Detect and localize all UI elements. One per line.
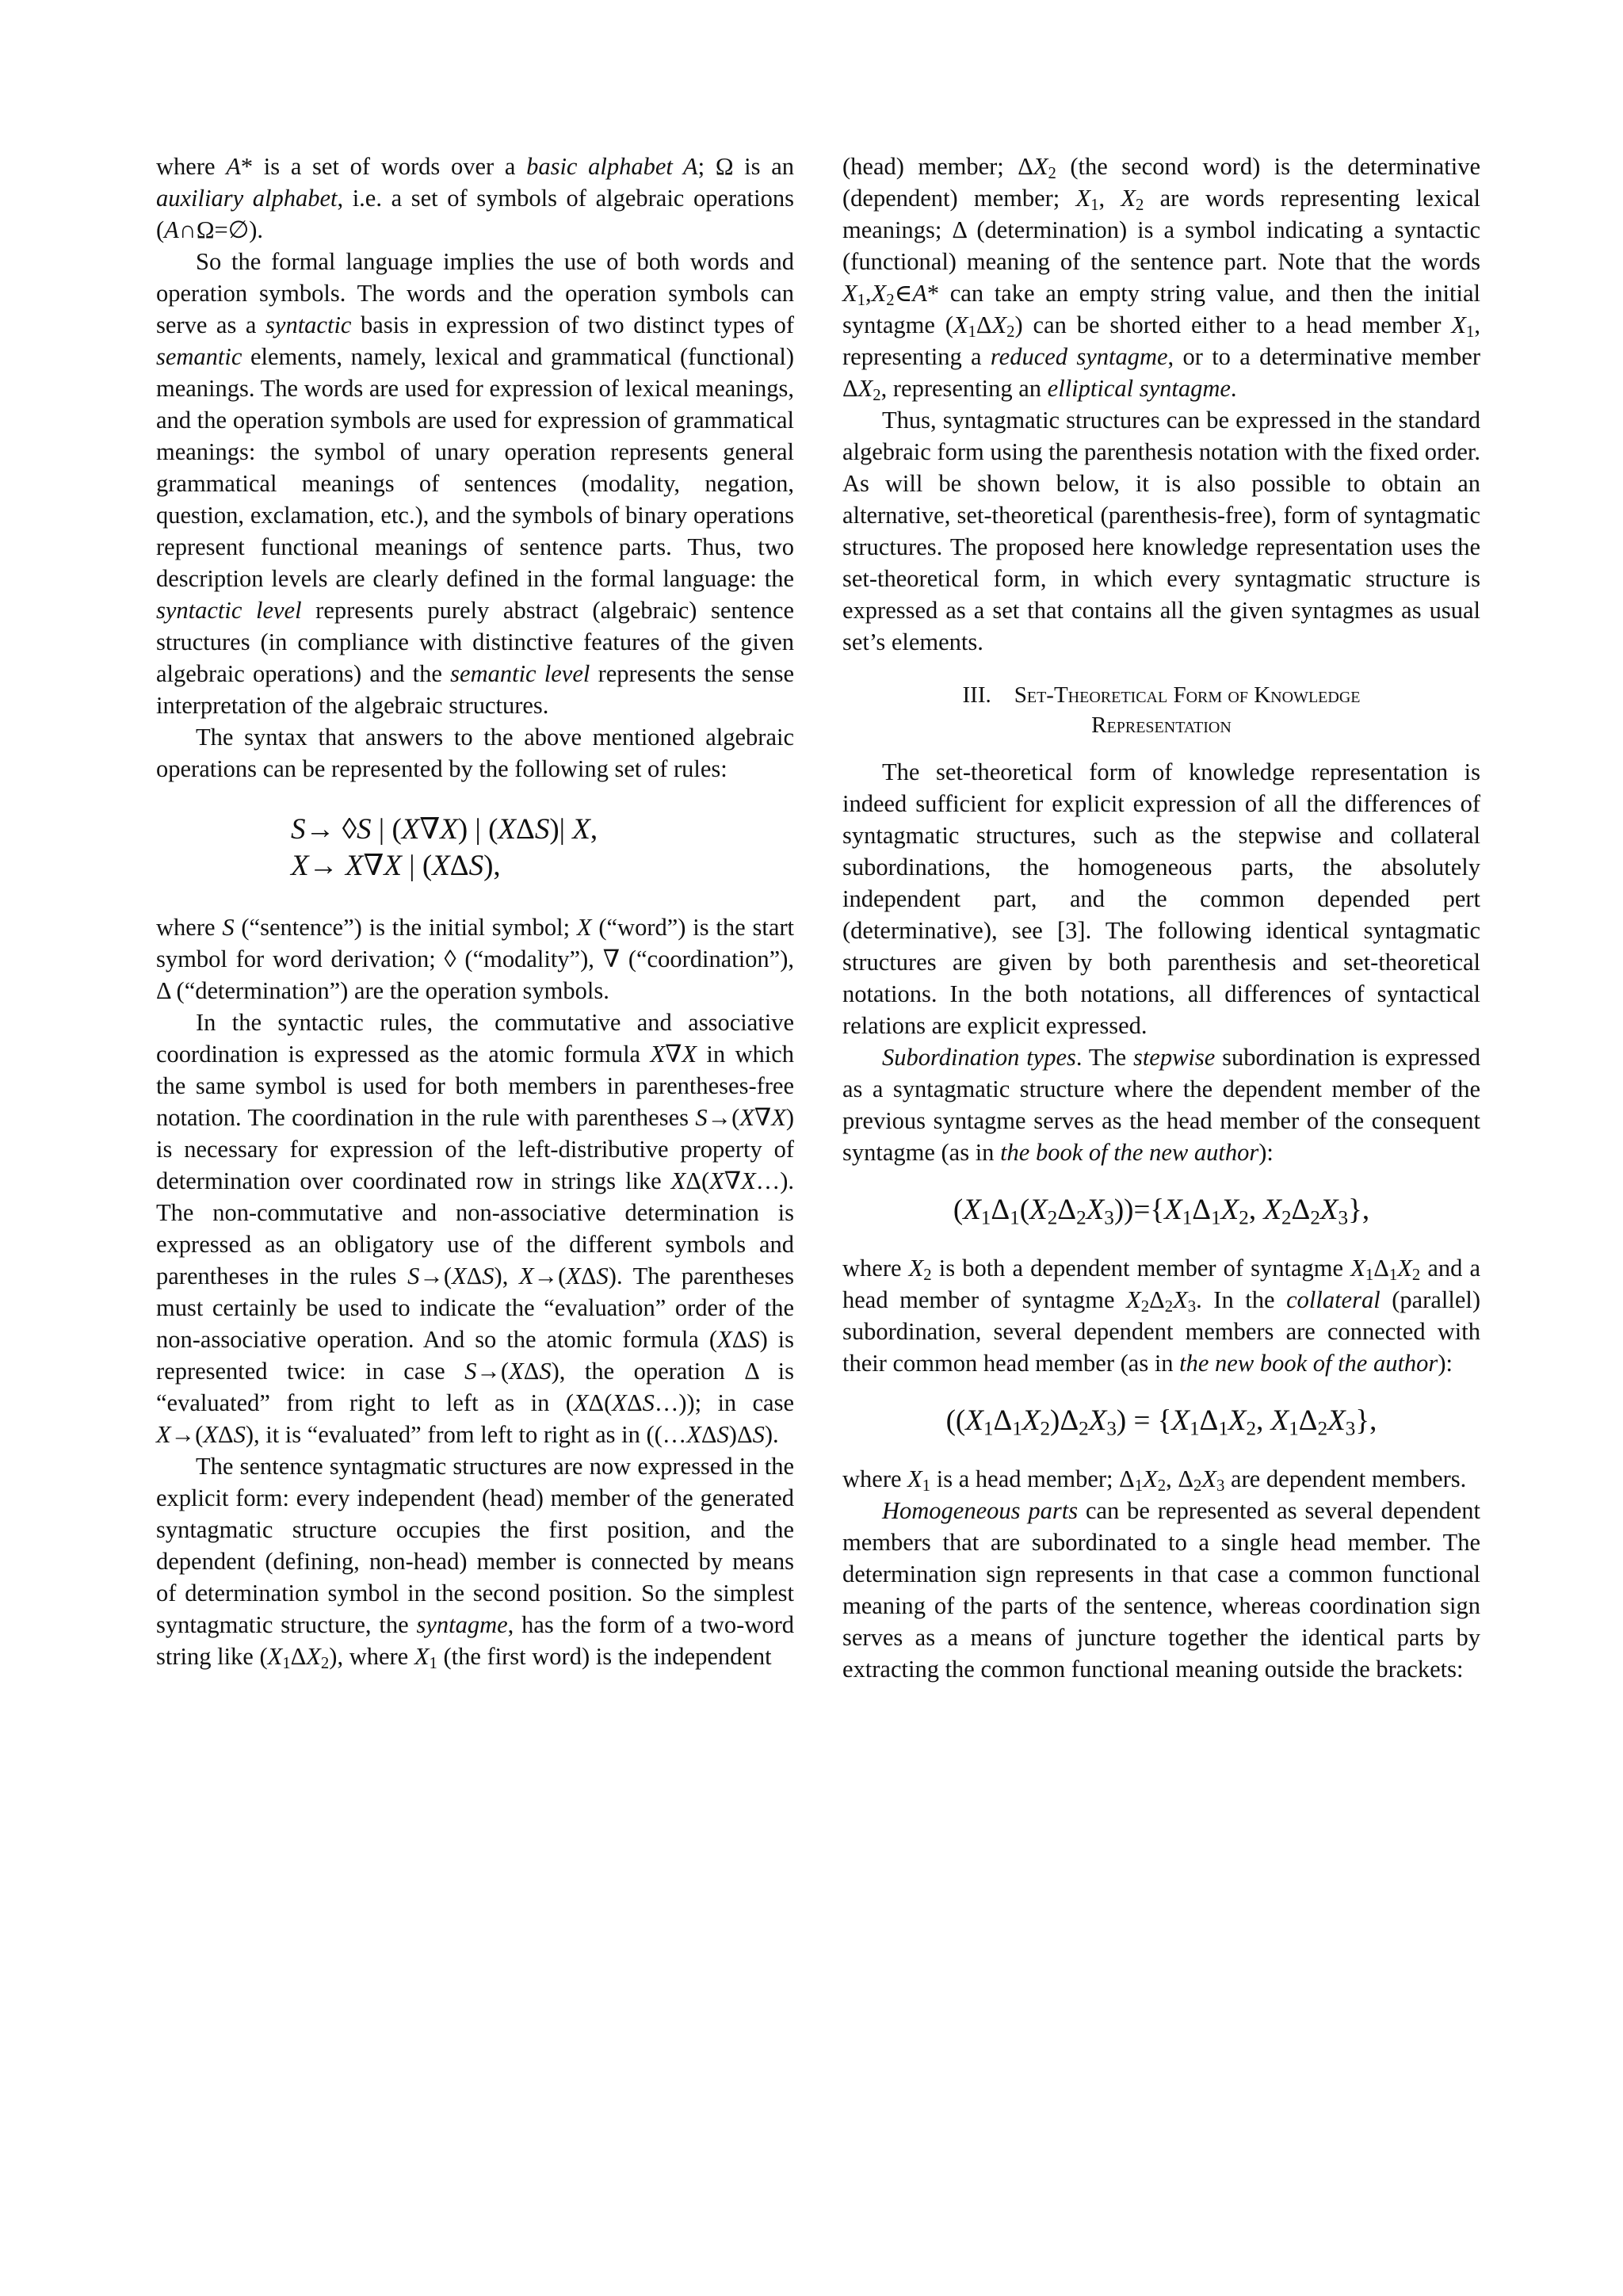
right-column (842, 151, 1480, 1685)
paragraph-syntagme-members: (head) member; $\Delta X_2$ (the second word) is the determinative (dependent) member; $X_1$, $X_2$ are words representing lexical meanings; Δ (determination) is a symbol indicating a syntactic (functional) meaning of the sentence part. Note that the words $X_1,X_2\in A*$ can take an empty string value, and then the initial syntagme $(X_1\Delta X_2)$ can be shorted either to a head member $X_1$, representing a reduced syntagme, or to a determinative member $\Delta X_2$, representing an elliptical syntagme. (842, 153, 1481, 405)
formula-collateral: $((X_1\Delta_1X_2)\Delta_2X_3) = \{X_1\Delta_1X_2$, $X_1\Delta_2X_3$}, (945, 1404, 1377, 1440)
paragraph-syntax-rules-intro: The syntax that answers to the above mentioned algebraic operations can be represented by the following set of rules: (156, 724, 794, 782)
paragraph-coordination: In the syntactic rules, the commutative and associative coordination is expressed as the atomic formula X∇X in which the same symbol is used for both members in parentheses-free notation. The coordination in the rule with parentheses S→(X∇X) is necessary for expression of the left-distributive property of determination over coordinated row in strings like XΔ(X∇X…). The non-commutative and non-associative determination is expressed as an obligatory use of the different symbols and parentheses in the rules S→(XΔS), X→(XΔS). The parentheses must certainly be used to indicate the “evaluation” order of the non-associative operation. And so the atomic formula (XΔS) is represented twice: in case S→(XΔS), the operation Δ is “evaluated” from right to left as in (XΔ(XΔS…)); in case X→(XΔS), it is “evaluated” from left to right as in ((…XΔS)ΔS). (156, 1009, 795, 1448)
paragraph-head-member: where $X_1$ is a head member; $\Delta_1X_2$, $\Delta_2X_3$ are dependent members. (842, 1465, 1467, 1496)
paragraph-set-theoretical-intro: Thus, syntagmatic structures can be expressed in the standard algebraic form using the parenthesis notation with the fixed order. As will be shown below, it is also possible to obtain an alternative, set-theoretical (parenthesis-free), form of syntagmatic structures. The proposed here knowledge representation uses the set-theoretical form, in which every syntagmatic structure is expressed as a set that contains all the given syntagmes as usual set’s elements. (842, 407, 1480, 655)
left-column (156, 151, 794, 1672)
paragraph-subordination-types: Subordination types. The stepwise subordination is expressed as a syntagmatic structure where the dependent member of the previous syntagme serves as the head member of the consequent syntagme (as in the book of the new author): (842, 1044, 1481, 1166)
rule-word: X→ X∇X | (XΔS), (291, 850, 501, 882)
section-numeral: III. (962, 682, 991, 708)
section-heading (842, 680, 1480, 740)
rule-sentence: S→ ◊S | (X∇X) | (XΔS)| X, (291, 813, 598, 846)
paragraph-set-theoretical-form: The set-theoretical form of knowledge representation is indeed sufficient for explicit expression of all the differences of syntagmatic structures, such as the stepwise and collateral subordinations, the homogeneous parts, the absolutely independent part, and the common depended pert (determinative), see [3]. The following identical syntagmatic structures are given by both parenthesis and set-theoretical notations. In the both notations, all differences of syntactical relations are explicit expressed. (842, 758, 1480, 1039)
paragraph-homogeneous-parts: Homogeneous parts can be represented as several dependent members that are subordinated to a single head member. The determination sign represents in that case a common functional meaning of the parts of the sentence, whereas coordination sign serves as a means of juncture together the identical parts by extracting the common functional meaning outside the brackets: (842, 1497, 1480, 1683)
section-heading-line1 (842, 680, 1480, 710)
paragraph-collateral: where $X_2$ is both a dependent member of syntagme $X_1\Delta_1X_2$ and a head member of syntagme $X_2\Delta_2X_3$. In the collateral (parallel) subordination, several dependent members are connected with their common head member (as in the new book of the author): (842, 1255, 1481, 1377)
syntax-rules (291, 812, 794, 884)
paragraph-explicit-form: The sentence syntagmatic structures are now expressed in the explicit form: every independent (head) member of the generated syntagmatic structure occupies the first position, and the dependent (defining, non-head) member is connected by means of determination symbol in the second position. So the simplest syntagmatic structure, the syntagme, has the form of a two-word string like $(X_1\Delta X_2)$, where $X_1$ (the first word) is the independent (156, 1453, 794, 1673)
paragraph-formal-language: So the formal language implies the use of both words and operation symbols. The words and the operation symbols can serve as a syntactic basis in expression of two distinct types of semantic elements, namely, lexical and grammatical (functional) meanings. The words are used for expression of lexical meanings, and the operation symbols are used for expression of grammatical meanings: the symbol of unary operation represents general grammatical meanings of sentences (modality, negation, question, exclamation, etc.), and the symbols of binary operations represent functional meanings of sentence parts. Thus, two description levels are clearly defined in the formal language: the syntactic level represents purely abstract (algebraic) sentence structures (in compliance with distinctive features of the given algebraic operations) and the semantic level represents the sense interpretation of the algebraic structures. (156, 248, 795, 719)
section-title-line1: Set-Theoretical Form of Knowledge (1014, 682, 1361, 708)
formula-stepwise: $(X_1\Delta_1(X_2\Delta_2X_3))=\{X_1\Delta_1X_2$, $X_2\Delta_2X_3$}, (953, 1194, 1370, 1229)
paragraph-symbols: where S (“sentence”) is the initial symbol; X (“word”) is the start symbol for word derivation; ◊ (“modality”), ∇ (“coordination”), Δ (“determination”) are the operation symbols. (156, 914, 794, 1004)
paragraph-alphabets: where A* is a set of words over a basic alphabet A; Ω is an auxiliary alphabet, i.e. a set of symbols of algebraic operations (A∩Ω=∅). (156, 153, 794, 243)
section-title-line2: Representation (1091, 712, 1232, 738)
